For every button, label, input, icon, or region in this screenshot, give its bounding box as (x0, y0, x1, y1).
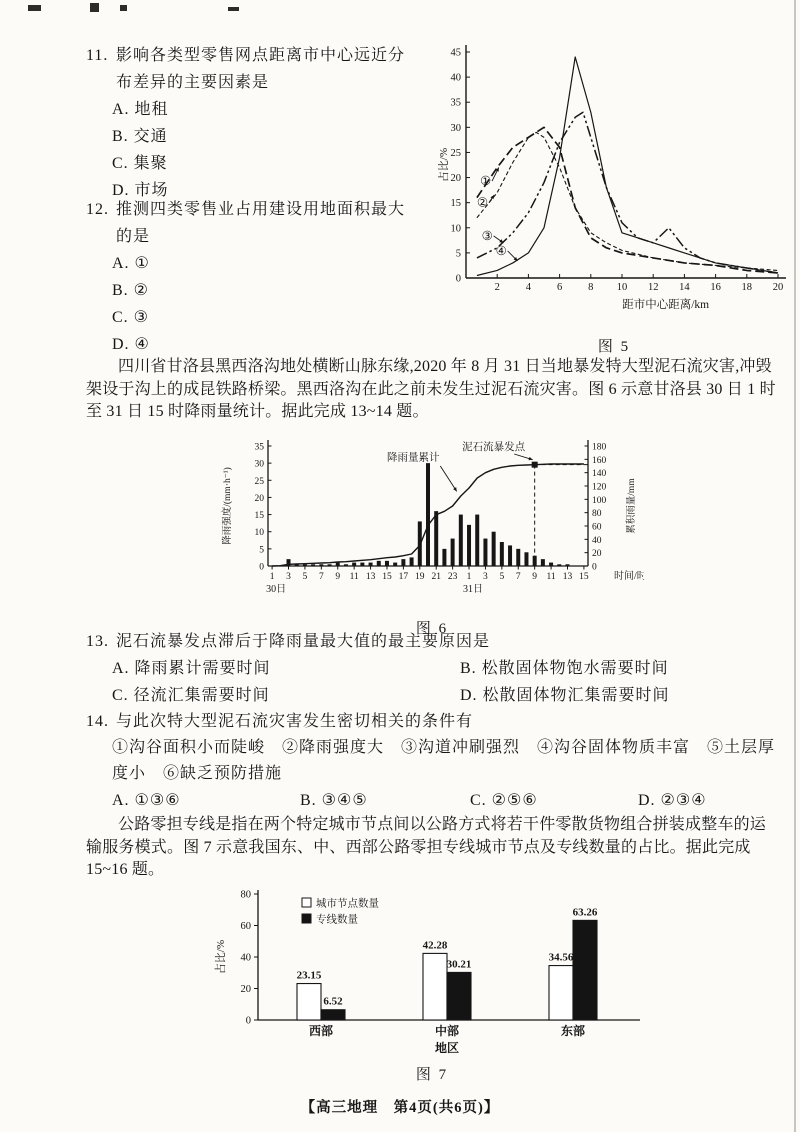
svg-text:40: 40 (592, 535, 602, 546)
svg-text:140: 140 (592, 469, 607, 480)
svg-text:21: 21 (431, 572, 441, 582)
svg-text:20: 20 (240, 984, 251, 995)
svg-text:40: 40 (240, 952, 251, 964)
question-11-text: 影响各类型零售网点距离市中心远近分布差异的主要因素是 (116, 47, 406, 91)
page-footer: 【高三地理 第4页(共6页)】 (300, 1100, 500, 1116)
q11-option-b: B. 交通 (112, 128, 168, 145)
svg-text:占比/%: 占比/% (215, 939, 227, 975)
svg-text:20: 20 (592, 549, 602, 560)
svg-text:60: 60 (240, 921, 251, 932)
question-14 (86, 708, 776, 814)
svg-text:10: 10 (254, 528, 264, 539)
svg-text:13: 13 (562, 572, 573, 582)
scan-artifact (90, 3, 99, 12)
question-13-stem (86, 628, 776, 655)
question-11 (86, 42, 412, 204)
q11-option-d: D. 市场 (112, 182, 169, 199)
svg-text:东部: 东部 (560, 1024, 586, 1038)
q14-option-d: D. ②③④ (638, 792, 707, 809)
q12-option-c: C. ③ (112, 309, 150, 326)
svg-text:42.28: 42.28 (422, 939, 448, 952)
svg-text:35: 35 (254, 442, 264, 453)
svg-text:③: ③ (481, 228, 493, 243)
question-14-options (86, 787, 776, 814)
passage-mudslide: 四川省甘洛县黑西洛沟地处横断山脉东缘,2020 年 8 月 31 日当地暴发特大型泥石流灾害,冲毁架设于沟上的成昆铁路桥梁。黑西洛沟在此之前未发生过泥石流灾害。图 6 示意甘洛县 30 日 1 时至 31 日 15 时降雨量统计。据此完成 13~14 题。 (86, 358, 776, 420)
svg-text:80: 80 (592, 509, 602, 520)
svg-text:30: 30 (450, 122, 461, 134)
q13-option-a: A. 降雨累计需要时间 (112, 660, 271, 677)
q14-option-b: B. ③④⑤ (300, 792, 368, 809)
svg-text:中部: 中部 (434, 1024, 460, 1038)
figure5-plot (438, 36, 790, 333)
svg-text:时间/时: 时间/时 (614, 571, 644, 582)
scan-edge-line (794, 0, 796, 1132)
question-11-stem (86, 42, 412, 96)
svg-text:0: 0 (259, 562, 264, 573)
svg-text:9: 9 (335, 572, 341, 582)
svg-text:10: 10 (616, 282, 628, 293)
question-14-number: 14. (86, 713, 109, 730)
svg-text:60: 60 (592, 522, 602, 533)
svg-text:1: 1 (269, 572, 275, 582)
svg-text:31日: 31日 (463, 584, 484, 595)
svg-text:35: 35 (450, 97, 461, 109)
svg-text:40: 40 (450, 72, 461, 84)
svg-text:7: 7 (515, 572, 521, 582)
question-12-options (86, 250, 412, 358)
svg-text:④: ④ (495, 243, 507, 258)
svg-text:30日: 30日 (266, 584, 287, 595)
figure7-bar-chart (212, 884, 652, 1084)
scan-artifact (228, 7, 239, 11)
svg-text:距市中心距离/km: 距市中心距离/km (622, 299, 710, 311)
q12-option-a: A. ① (112, 255, 150, 272)
svg-text:16: 16 (710, 282, 721, 293)
svg-text:9: 9 (532, 572, 538, 582)
q13-option-c: C. 径流汇集需要时间 (112, 687, 270, 704)
svg-text:10: 10 (450, 223, 461, 235)
svg-text:7: 7 (318, 572, 324, 582)
q14-option-a: A. ①③⑥ (112, 792, 181, 809)
svg-text:8: 8 (588, 282, 594, 293)
svg-text:3: 3 (483, 572, 488, 582)
q13-option-b: B. 松散固体物饱水需要时间 (460, 660, 669, 677)
svg-text:5: 5 (499, 572, 505, 582)
svg-text:45: 45 (450, 47, 461, 59)
question-14-items: ①沟谷面积小而陡峻 ②降雨强度大 ③沟道冲刷强烈 ④沟谷固体物质丰富 ⑤土层厚度小 ⑥缺乏预防措施 (112, 739, 776, 782)
svg-text:15: 15 (254, 511, 264, 522)
svg-text:5: 5 (455, 248, 461, 260)
question-14-text: 与此次特大型泥石流灾害发生密切相关的条件有 (116, 713, 474, 730)
q11-option-c: C. 集聚 (112, 155, 168, 172)
svg-text:63.26: 63.26 (572, 906, 598, 919)
svg-text:西部: 西部 (308, 1024, 334, 1038)
svg-text:23.15: 23.15 (296, 969, 322, 982)
scan-artifact (28, 5, 41, 11)
svg-text:15: 15 (382, 572, 392, 582)
svg-text:地区: 地区 (434, 1041, 460, 1055)
svg-text:11: 11 (546, 572, 556, 582)
question-12 (86, 196, 412, 358)
q14-option-c: C. ②⑤⑥ (470, 792, 538, 809)
svg-text:12: 12 (647, 282, 659, 293)
scan-artifact (120, 5, 127, 11)
svg-text:专线数量: 专线数量 (316, 914, 358, 926)
svg-text:19: 19 (415, 572, 425, 582)
svg-text:0: 0 (592, 562, 597, 573)
figure7-plot (212, 884, 652, 1061)
q12-option-d: D. ④ (112, 336, 150, 353)
svg-text:17: 17 (398, 572, 409, 582)
svg-text:0: 0 (245, 1015, 251, 1027)
svg-text:5: 5 (302, 572, 308, 582)
question-13-number: 13. (86, 633, 109, 650)
svg-text:20: 20 (450, 173, 461, 185)
figure6-plot (220, 430, 644, 615)
question-11-options (86, 96, 412, 204)
question-13 (86, 628, 776, 709)
svg-text:2: 2 (494, 282, 500, 293)
svg-text:25: 25 (450, 147, 461, 159)
svg-text:160: 160 (592, 455, 607, 466)
question-12-number: 12. (86, 201, 109, 218)
svg-text:累积雨量/mm: 累积雨量/mm (627, 478, 637, 534)
question-11-number: 11. (86, 47, 109, 64)
svg-text:25: 25 (254, 476, 264, 487)
svg-text:降雨量累计: 降雨量累计 (386, 452, 440, 464)
svg-text:18: 18 (741, 282, 753, 293)
svg-text:4: 4 (525, 282, 532, 293)
svg-text:30.21: 30.21 (446, 958, 472, 971)
svg-text:0: 0 (455, 273, 461, 285)
svg-text:3: 3 (286, 572, 291, 582)
svg-text:100: 100 (592, 495, 607, 506)
svg-text:①: ① (480, 174, 492, 189)
svg-text:5: 5 (259, 545, 264, 556)
svg-text:14: 14 (679, 282, 690, 293)
svg-text:20: 20 (772, 282, 784, 293)
svg-text:城市节点数量: 城市节点数量 (316, 898, 379, 910)
svg-text:80: 80 (240, 889, 251, 901)
svg-text:23: 23 (447, 572, 458, 582)
svg-text:120: 120 (592, 482, 607, 493)
question-14-stem (86, 708, 776, 735)
svg-text:泥石流暴发点: 泥石流暴发点 (462, 442, 526, 453)
q12-option-b: B. ② (112, 282, 150, 299)
question-12-text: 推测四类零售业占用建设用地面积最大的是 (116, 201, 406, 245)
svg-text:180: 180 (592, 442, 607, 453)
question-13-options (86, 655, 776, 709)
figure7-caption: 图 7 (415, 1067, 449, 1083)
svg-text:15: 15 (450, 198, 461, 210)
svg-text:占比/%: 占比/% (438, 147, 450, 183)
passage-freight-lines: 公路零担专线是指在两个特定城市节点间以公路方式将若干件零散货物组合拼装成整车的运输服务模式。图 7 示意我国东、中、西部公路零担专线城市节点及专线数量的占比。据此完成 15~16 题。 (86, 816, 767, 878)
figure6-caption: 图 6 (415, 621, 449, 637)
svg-text:6.52: 6.52 (323, 995, 343, 1008)
svg-text:6: 6 (556, 282, 563, 293)
svg-text:20: 20 (254, 493, 264, 504)
svg-text:②: ② (476, 195, 489, 210)
svg-text:11: 11 (349, 572, 359, 582)
figure6-rainfall-chart (220, 430, 644, 638)
figure5-line-chart (438, 36, 790, 356)
q13-option-d: D. 松散固体物汇集需要时间 (460, 687, 670, 704)
question-13-text: 泥石流暴发点滞后于降雨量最大值的最主要原因是 (116, 633, 491, 650)
figure5-caption: 图 5 (597, 339, 631, 355)
question-12-stem (86, 196, 412, 250)
svg-text:降雨强度/(mm·h⁻¹): 降雨强度/(mm·h⁻¹) (223, 467, 233, 545)
q11-option-a: A. 地租 (112, 101, 169, 118)
svg-text:1: 1 (466, 572, 472, 582)
svg-text:30: 30 (254, 459, 264, 470)
svg-text:34.56: 34.56 (548, 951, 574, 964)
svg-text:13: 13 (365, 572, 376, 582)
svg-text:15: 15 (579, 572, 589, 582)
